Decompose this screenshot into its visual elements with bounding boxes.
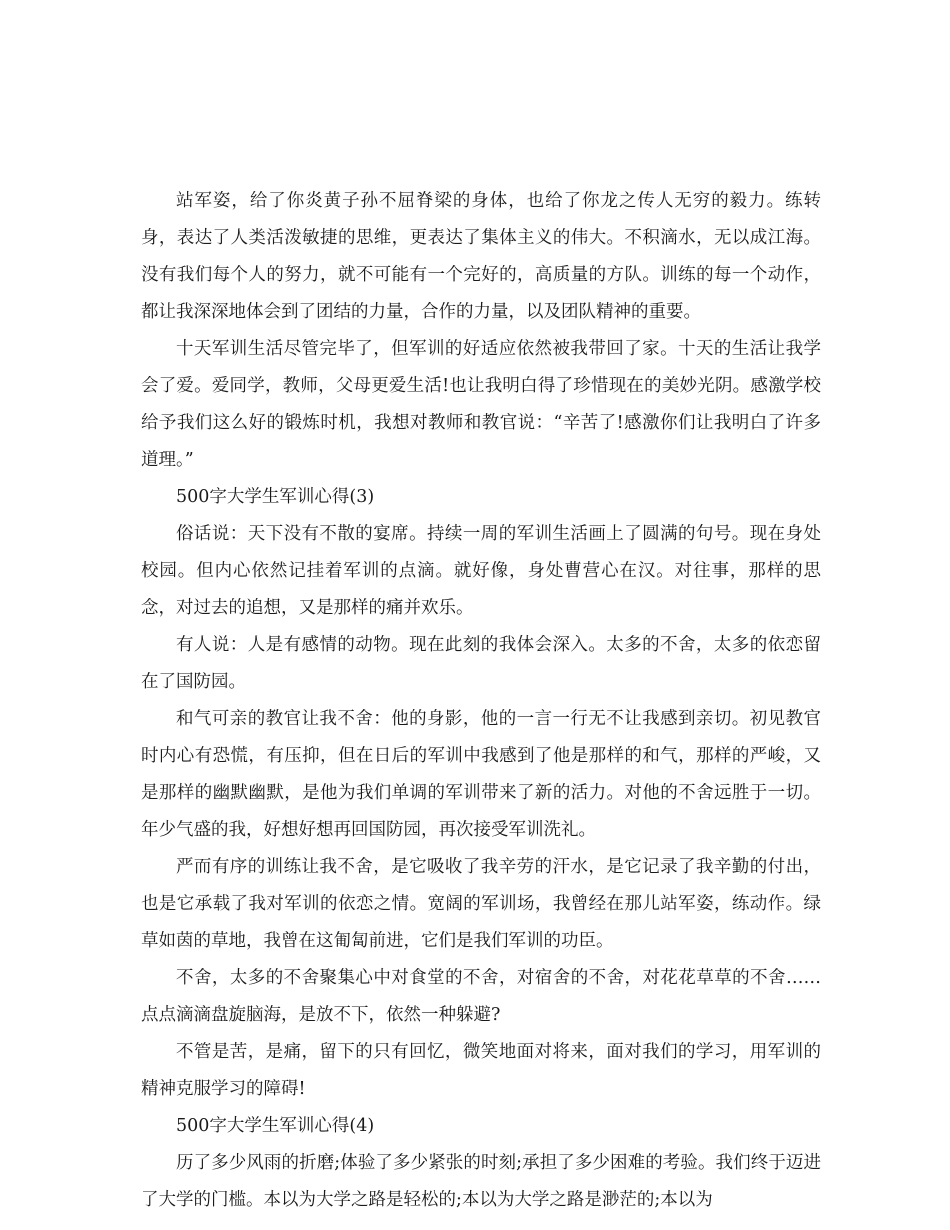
paragraph: 俗话说：天下没有不散的宴席。持续一周的军训生活画上了圆满的句号。现在身处校园。但内心依然记挂着军训的点滴。就好像，身处曹营心在汉。对往事，那样的思念，对过去的追想，又是那样的痛并欢乐。 xyxy=(141,524,821,618)
paragraph: 和气可亲的教官让我不舍：他的身影，他的一言一行无不让我感到亲切。初见教官时内心有恐慌，有压抑，但在日后的军训中我感到了他是那样的和气，那样的严峻，又是那样的幽默幽默，是他为我们单调的军训带来了新的活力。对他的不舍远胜于一切。年少气盛的我，好想好想再回国防园，再次接受军训洗礼。 xyxy=(141,709,821,840)
paragraph: 不管是苦，是痛，留下的只有回忆，微笑地面对将来，面对我们的学习，用军训的精神克服学习的障碍! xyxy=(141,1042,821,1099)
section-heading: 500字大学生军训心得(4) xyxy=(176,1116,375,1136)
paragraph: 有人说：人是有感情的动物。现在此刻的我体会深入。太多的不舍，太多的依恋留在了国防园。 xyxy=(141,635,821,692)
paragraph: 历了多少风雨的折磨;体验了多少紧张的时刻;承担了多少困难的考验。我们终于迈进了大学的门槛。本以为大学之路是轻松的;本以为大学之路是渺茫的;本以为 xyxy=(141,1153,821,1210)
document-body xyxy=(141,183,821,1219)
paragraph: 站军姿，给了你炎黄子孙不屈脊梁的身体，也给了你龙之传人无穷的毅力。练转身，表达了人类活泼敏捷的思维，更表达了集体主义的伟大。不积滴水，无以成江海。没有我们每个人的努力，就不可能有一个完好的，高质量的方队。训练的每一个动作，都让我深深地体会到了团结的力量，合作的力量，以及团队精神的重要。 xyxy=(141,191,821,322)
section-heading: 500字大学生军训心得(3) xyxy=(176,487,375,507)
paragraph: 十天军训生活尽管完毕了，但军训的好适应依然被我带回了家。十天的生活让我学会了爱。爱同学，教师，父母更爱生活!也让我明白得了珍惜现在的美妙光阴。感激学校给予我们这么好的锻炼时机，我想对教师和教官说：“辛苦了!感激你们让我明白了许多道理。” xyxy=(141,339,821,470)
paragraph: 不舍，太多的不舍聚集心中对食堂的不舍，对宿舍的不舍，对花花草草的不舍……点点滴滴盘旋脑海，是放不下，依然一种躲避? xyxy=(141,968,821,1025)
paragraph: 严而有序的训练让我不舍，是它吸收了我辛劳的汗水，是它记录了我辛勤的付出，也是它承载了我对军训的依恋之情。宽阔的军训场，我曾经在那儿站军姿，练动作。绿草如茵的草地，我曾在这匍匐前进，它们是我们军训的功臣。 xyxy=(141,857,821,951)
